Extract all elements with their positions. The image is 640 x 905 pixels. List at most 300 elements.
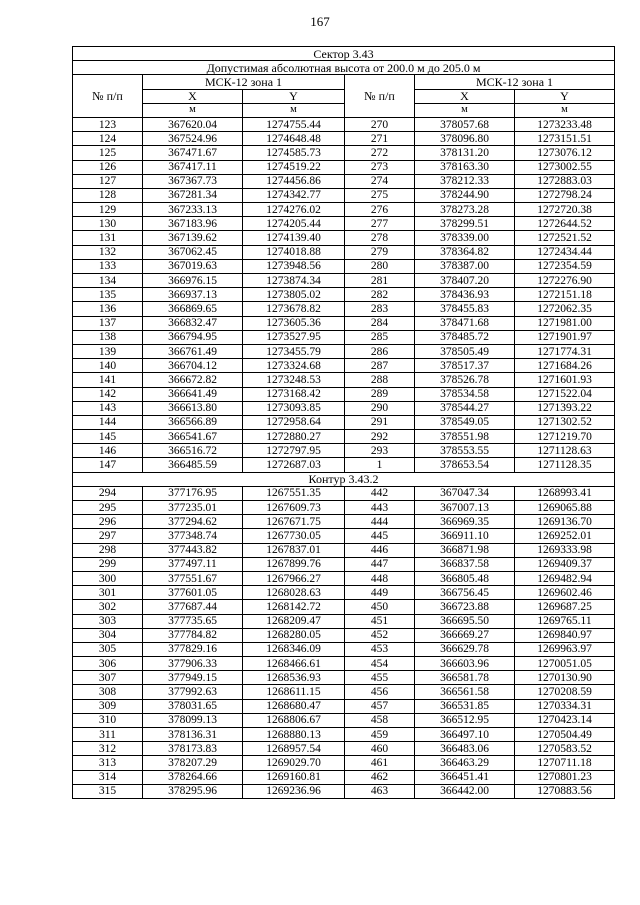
cell-x-right: 378273.28	[415, 203, 515, 217]
cell-x-right: 366723.88	[415, 600, 515, 614]
table-row	[73, 458, 615, 472]
coord-system-right: МСК-12 зона 1	[415, 75, 615, 89]
cell-y-right: 1270423.14	[515, 713, 615, 727]
cell-x-left: 377687.44	[143, 600, 243, 614]
cell-y-left: 1268280.05	[243, 628, 345, 642]
cell-y-left: 1274648.48	[243, 132, 345, 146]
cell-x-left: 366976.15	[143, 274, 243, 288]
cell-y-left: 1267899.76	[243, 557, 345, 571]
cell-y-right: 1271981.00	[515, 316, 615, 330]
cell-x-left: 377601.05	[143, 586, 243, 600]
cell-y-left: 1272958.64	[243, 415, 345, 429]
cell-num-left: 298	[73, 543, 143, 557]
table-row	[73, 132, 615, 146]
contour-title-row	[73, 472, 615, 486]
table-row	[73, 571, 615, 585]
contour-title: Контур 3.43.2	[73, 472, 615, 486]
cell-x-right: 366871.98	[415, 543, 515, 557]
unit-y-left: м	[243, 103, 345, 117]
col-y-right: Y	[515, 89, 615, 103]
cell-num-left: 144	[73, 415, 143, 429]
cell-x-right: 378131.20	[415, 146, 515, 160]
cell-y-right: 1271219.70	[515, 430, 615, 444]
cell-x-right: 378551.98	[415, 430, 515, 444]
table-row	[73, 486, 615, 500]
cell-x-left: 367524.96	[143, 132, 243, 146]
cell-y-left: 1273248.53	[243, 373, 345, 387]
cell-num-right: 286	[345, 344, 415, 358]
cell-y-left: 1272797.95	[243, 444, 345, 458]
cell-num-right: 278	[345, 231, 415, 245]
cell-y-right: 1269252.01	[515, 529, 615, 543]
cell-x-right: 378339.00	[415, 231, 515, 245]
cell-num-right: 287	[345, 359, 415, 373]
cell-y-left: 1274585.73	[243, 146, 345, 160]
cell-num-right: 445	[345, 529, 415, 543]
cell-y-right: 1270583.52	[515, 742, 615, 756]
cell-x-left: 377949.15	[143, 671, 243, 685]
cell-x-right: 366531.85	[415, 699, 515, 713]
cell-x-left: 366869.65	[143, 302, 243, 316]
cell-y-left: 1268611.15	[243, 685, 345, 699]
cell-num-right: 284	[345, 316, 415, 330]
table-row	[73, 245, 615, 259]
cell-y-left: 1274139.40	[243, 231, 345, 245]
cell-num-left: 133	[73, 259, 143, 273]
cell-y-right: 1272521.52	[515, 231, 615, 245]
cell-x-left: 378173.83	[143, 742, 243, 756]
cell-y-left: 1269029.70	[243, 756, 345, 770]
cell-y-left: 1273678.82	[243, 302, 345, 316]
table-row	[73, 671, 615, 685]
cell-x-right: 378057.68	[415, 117, 515, 131]
cell-y-left: 1267966.27	[243, 571, 345, 585]
cell-num-left: 310	[73, 713, 143, 727]
unit-y-right: м	[515, 103, 615, 117]
cell-y-right: 1270334.31	[515, 699, 615, 713]
cell-x-left: 366566.89	[143, 415, 243, 429]
table-row	[73, 529, 615, 543]
cell-num-right: 1	[345, 458, 415, 472]
table-row	[73, 557, 615, 571]
cell-num-left: 140	[73, 359, 143, 373]
cell-x-left: 377735.65	[143, 614, 243, 628]
cell-num-left: 124	[73, 132, 143, 146]
cell-y-left: 1267551.35	[243, 486, 345, 500]
cell-num-left: 303	[73, 614, 143, 628]
cell-y-left: 1268680.47	[243, 699, 345, 713]
cell-y-right: 1271393.22	[515, 401, 615, 415]
cell-num-right: 290	[345, 401, 415, 415]
cell-y-right: 1272151.18	[515, 288, 615, 302]
cell-num-left: 134	[73, 274, 143, 288]
cell-x-left: 367417.11	[143, 160, 243, 174]
table-row	[73, 657, 615, 671]
cell-num-right: 452	[345, 628, 415, 642]
col-num-header-right: № п/п	[345, 75, 415, 118]
cell-num-left: 143	[73, 401, 143, 415]
cell-y-right: 1270130.90	[515, 671, 615, 685]
cell-num-left: 146	[73, 444, 143, 458]
cell-num-right: 444	[345, 515, 415, 529]
cell-y-left: 1269236.96	[243, 784, 345, 798]
table-row	[73, 430, 615, 444]
table-row	[73, 501, 615, 515]
cell-x-right: 366442.00	[415, 784, 515, 798]
cell-num-right: 289	[345, 387, 415, 401]
cell-x-right: 366497.10	[415, 728, 515, 742]
cell-num-left: 129	[73, 203, 143, 217]
cell-num-left: 300	[73, 571, 143, 585]
cell-x-left: 367471.67	[143, 146, 243, 160]
cell-num-right: 288	[345, 373, 415, 387]
cell-x-right: 378544.27	[415, 401, 515, 415]
cell-num-left: 147	[73, 458, 143, 472]
cell-x-right: 378485.72	[415, 330, 515, 344]
cell-x-right: 366512.95	[415, 713, 515, 727]
cell-y-right: 1270801.23	[515, 770, 615, 784]
cell-num-left: 123	[73, 117, 143, 131]
cell-y-right: 1270504.49	[515, 728, 615, 742]
cell-num-left: 309	[73, 699, 143, 713]
cell-y-left: 1274456.86	[243, 174, 345, 188]
cell-x-right: 366629.78	[415, 642, 515, 656]
cell-y-left: 1273527.95	[243, 330, 345, 344]
cell-y-right: 1271601.93	[515, 373, 615, 387]
cell-num-left: 135	[73, 288, 143, 302]
cell-num-left: 128	[73, 188, 143, 202]
table-row	[73, 770, 615, 784]
cell-num-left: 137	[73, 316, 143, 330]
cell-x-left: 366761.49	[143, 344, 243, 358]
table-row	[73, 586, 615, 600]
table-row	[73, 274, 615, 288]
table-row	[73, 600, 615, 614]
cell-y-left: 1269160.81	[243, 770, 345, 784]
height-caption-row	[73, 61, 615, 75]
cell-num-left: 304	[73, 628, 143, 642]
cell-y-left: 1273874.34	[243, 274, 345, 288]
cell-x-left: 377906.33	[143, 657, 243, 671]
cell-x-right: 366603.96	[415, 657, 515, 671]
cell-x-left: 367620.04	[143, 117, 243, 131]
cell-y-right: 1273151.51	[515, 132, 615, 146]
cell-x-right: 378244.90	[415, 188, 515, 202]
coordinates-table	[72, 46, 615, 799]
cell-y-right: 1273002.55	[515, 160, 615, 174]
cell-y-right: 1273076.12	[515, 146, 615, 160]
cell-num-right: 448	[345, 571, 415, 585]
cell-num-left: 307	[73, 671, 143, 685]
cell-x-left: 377443.82	[143, 543, 243, 557]
cell-x-right: 366463.29	[415, 756, 515, 770]
cell-x-left: 367367.73	[143, 174, 243, 188]
table-row	[73, 784, 615, 798]
cell-num-left: 311	[73, 728, 143, 742]
cell-y-left: 1273948.56	[243, 259, 345, 273]
cell-x-left: 378207.29	[143, 756, 243, 770]
table-row	[73, 344, 615, 358]
cell-num-left: 130	[73, 217, 143, 231]
cell-num-right: 293	[345, 444, 415, 458]
cell-y-right: 1269409.37	[515, 557, 615, 571]
cell-num-left: 315	[73, 784, 143, 798]
cell-y-right: 1272883.03	[515, 174, 615, 188]
cell-y-right: 1270883.56	[515, 784, 615, 798]
cell-num-right: 442	[345, 486, 415, 500]
cell-x-left: 377176.95	[143, 486, 243, 500]
cell-x-right: 366695.50	[415, 614, 515, 628]
height-caption: Допустимая абсолютная высота от 200.0 м до 205.0 м	[73, 61, 615, 75]
cell-x-right: 378517.37	[415, 359, 515, 373]
cell-y-left: 1268466.61	[243, 657, 345, 671]
cell-num-left: 131	[73, 231, 143, 245]
cell-num-right: 279	[345, 245, 415, 259]
cell-x-left: 367281.34	[143, 188, 243, 202]
cell-x-left: 377784.82	[143, 628, 243, 642]
col-y-left: Y	[243, 89, 345, 103]
cell-y-right: 1273233.48	[515, 117, 615, 131]
cell-y-left: 1268957.54	[243, 742, 345, 756]
cell-y-right: 1269065.88	[515, 501, 615, 515]
cell-num-right: 449	[345, 586, 415, 600]
cell-num-right: 276	[345, 203, 415, 217]
cell-x-right: 378436.93	[415, 288, 515, 302]
cell-x-right: 366581.78	[415, 671, 515, 685]
cell-y-left: 1268142.72	[243, 600, 345, 614]
cell-num-right: 277	[345, 217, 415, 231]
cell-num-right: 461	[345, 756, 415, 770]
table-row	[73, 330, 615, 344]
cell-y-right: 1272798.24	[515, 188, 615, 202]
cell-x-right: 378505.49	[415, 344, 515, 358]
cell-x-right: 378471.68	[415, 316, 515, 330]
cell-x-right: 378212.33	[415, 174, 515, 188]
cell-num-left: 294	[73, 486, 143, 500]
cell-num-right: 292	[345, 430, 415, 444]
cell-num-right: 458	[345, 713, 415, 727]
cell-num-right: 283	[345, 302, 415, 316]
cell-num-right: 463	[345, 784, 415, 798]
cell-y-left: 1273324.68	[243, 359, 345, 373]
table-row	[73, 288, 615, 302]
cell-num-left: 132	[73, 245, 143, 259]
cell-x-left: 367019.63	[143, 259, 243, 273]
cell-y-right: 1269687.25	[515, 600, 615, 614]
cell-num-left: 297	[73, 529, 143, 543]
col-x-right: X	[415, 89, 515, 103]
cell-num-left: 141	[73, 373, 143, 387]
table-row	[73, 160, 615, 174]
table-row	[73, 756, 615, 770]
cell-x-right: 378653.54	[415, 458, 515, 472]
cell-x-right: 366561.58	[415, 685, 515, 699]
cell-y-left: 1267837.01	[243, 543, 345, 557]
sector-title-row	[73, 47, 615, 61]
cell-y-right: 1270208.59	[515, 685, 615, 699]
cell-num-right: 281	[345, 274, 415, 288]
cell-num-left: 125	[73, 146, 143, 160]
cell-num-left: 138	[73, 330, 143, 344]
cell-x-left: 377829.16	[143, 642, 243, 656]
cell-x-left: 367233.13	[143, 203, 243, 217]
table-row	[73, 515, 615, 529]
cell-x-left: 366704.12	[143, 359, 243, 373]
cell-num-right: 454	[345, 657, 415, 671]
cell-y-right: 1271522.04	[515, 387, 615, 401]
cell-y-left: 1273605.36	[243, 316, 345, 330]
coord-system-left: МСК-12 зона 1	[143, 75, 345, 89]
cell-x-left: 378264.66	[143, 770, 243, 784]
table-row	[73, 444, 615, 458]
table-row	[73, 373, 615, 387]
cell-y-left: 1273805.02	[243, 288, 345, 302]
table-row	[73, 614, 615, 628]
cell-y-right: 1271302.52	[515, 415, 615, 429]
cell-x-left: 377551.67	[143, 571, 243, 585]
cell-y-right: 1269333.98	[515, 543, 615, 557]
axis-header-row	[73, 89, 615, 103]
cell-x-right: 366837.58	[415, 557, 515, 571]
cell-y-right: 1269136.70	[515, 515, 615, 529]
cell-x-left: 366613.80	[143, 401, 243, 415]
table-row	[73, 415, 615, 429]
cell-num-left: 305	[73, 642, 143, 656]
table-row	[73, 713, 615, 727]
cell-num-right: 456	[345, 685, 415, 699]
cell-num-left: 299	[73, 557, 143, 571]
cell-y-right: 1272062.35	[515, 302, 615, 316]
cell-y-left: 1268209.47	[243, 614, 345, 628]
cell-num-left: 314	[73, 770, 143, 784]
cell-y-left: 1273455.79	[243, 344, 345, 358]
cell-y-left: 1272880.27	[243, 430, 345, 444]
cell-y-left: 1273168.42	[243, 387, 345, 401]
cell-x-left: 366672.82	[143, 373, 243, 387]
cell-y-left: 1273093.85	[243, 401, 345, 415]
table-row	[73, 543, 615, 557]
cell-y-left: 1267671.75	[243, 515, 345, 529]
cell-y-right: 1271901.97	[515, 330, 615, 344]
cell-x-left: 377992.63	[143, 685, 243, 699]
cell-x-right: 378455.83	[415, 302, 515, 316]
cell-x-right: 366911.10	[415, 529, 515, 543]
cell-y-left: 1274018.88	[243, 245, 345, 259]
cell-x-left: 366794.95	[143, 330, 243, 344]
cell-y-right: 1272720.38	[515, 203, 615, 217]
cell-x-right: 367007.13	[415, 501, 515, 515]
cell-y-left: 1272687.03	[243, 458, 345, 472]
cell-y-right: 1269840.97	[515, 628, 615, 642]
cell-y-left: 1268028.63	[243, 586, 345, 600]
cell-x-right: 378407.20	[415, 274, 515, 288]
cell-y-right: 1272276.90	[515, 274, 615, 288]
cell-num-left: 308	[73, 685, 143, 699]
cell-num-right: 280	[345, 259, 415, 273]
cell-x-left: 366541.67	[143, 430, 243, 444]
cell-num-right: 453	[345, 642, 415, 656]
cell-num-right: 272	[345, 146, 415, 160]
cell-x-right: 366483.06	[415, 742, 515, 756]
cell-y-left: 1274342.77	[243, 188, 345, 202]
cell-num-left: 301	[73, 586, 143, 600]
cell-y-right: 1272434.44	[515, 245, 615, 259]
cell-y-right: 1272644.52	[515, 217, 615, 231]
table-row	[73, 628, 615, 642]
table-row	[73, 231, 615, 245]
cell-num-right: 275	[345, 188, 415, 202]
unit-x-right: м	[415, 103, 515, 117]
cell-y-right: 1268993.41	[515, 486, 615, 500]
cell-num-right: 451	[345, 614, 415, 628]
table-row	[73, 387, 615, 401]
cell-num-left: 306	[73, 657, 143, 671]
cell-y-right: 1269765.11	[515, 614, 615, 628]
cell-x-left: 378031.65	[143, 699, 243, 713]
cell-num-left: 139	[73, 344, 143, 358]
cell-num-left: 142	[73, 387, 143, 401]
table-row	[73, 217, 615, 231]
cell-x-left: 366937.13	[143, 288, 243, 302]
table-row	[73, 316, 615, 330]
cell-x-right: 378096.80	[415, 132, 515, 146]
cell-x-right: 378549.05	[415, 415, 515, 429]
cell-num-right: 462	[345, 770, 415, 784]
cell-x-left: 367139.62	[143, 231, 243, 245]
cell-num-right: 273	[345, 160, 415, 174]
cell-y-left: 1268346.09	[243, 642, 345, 656]
cell-x-right: 366805.48	[415, 571, 515, 585]
cell-y-left: 1274755.44	[243, 117, 345, 131]
cell-x-left: 378295.96	[143, 784, 243, 798]
cell-x-left: 366832.47	[143, 316, 243, 330]
cell-num-right: 274	[345, 174, 415, 188]
cell-y-left: 1274276.02	[243, 203, 345, 217]
cell-x-right: 367047.34	[415, 486, 515, 500]
table-row	[73, 642, 615, 656]
cell-num-right: 282	[345, 288, 415, 302]
cell-num-left: 302	[73, 600, 143, 614]
cell-y-left: 1268880.13	[243, 728, 345, 742]
cell-y-left: 1267730.05	[243, 529, 345, 543]
cell-x-left: 377348.74	[143, 529, 243, 543]
cell-y-right: 1271774.31	[515, 344, 615, 358]
cell-x-left: 378136.31	[143, 728, 243, 742]
cell-num-right: 450	[345, 600, 415, 614]
cell-num-right: 446	[345, 543, 415, 557]
cell-num-left: 312	[73, 742, 143, 756]
cell-num-right: 460	[345, 742, 415, 756]
cell-x-left: 378099.13	[143, 713, 243, 727]
table-row	[73, 117, 615, 131]
cell-num-right: 447	[345, 557, 415, 571]
table-row	[73, 188, 615, 202]
table-row	[73, 302, 615, 316]
cell-x-right: 378553.55	[415, 444, 515, 458]
table-row	[73, 203, 615, 217]
sector-title: Сектор 3.43	[73, 47, 615, 61]
cell-num-left: 127	[73, 174, 143, 188]
header-row	[73, 75, 615, 89]
cell-x-right: 378299.51	[415, 217, 515, 231]
cell-y-right: 1271128.35	[515, 458, 615, 472]
cell-y-right: 1270051.05	[515, 657, 615, 671]
cell-x-right: 366451.41	[415, 770, 515, 784]
unit-row	[73, 103, 615, 117]
table-row	[73, 146, 615, 160]
page-number: 167	[310, 14, 330, 29]
cell-num-right: 271	[345, 132, 415, 146]
